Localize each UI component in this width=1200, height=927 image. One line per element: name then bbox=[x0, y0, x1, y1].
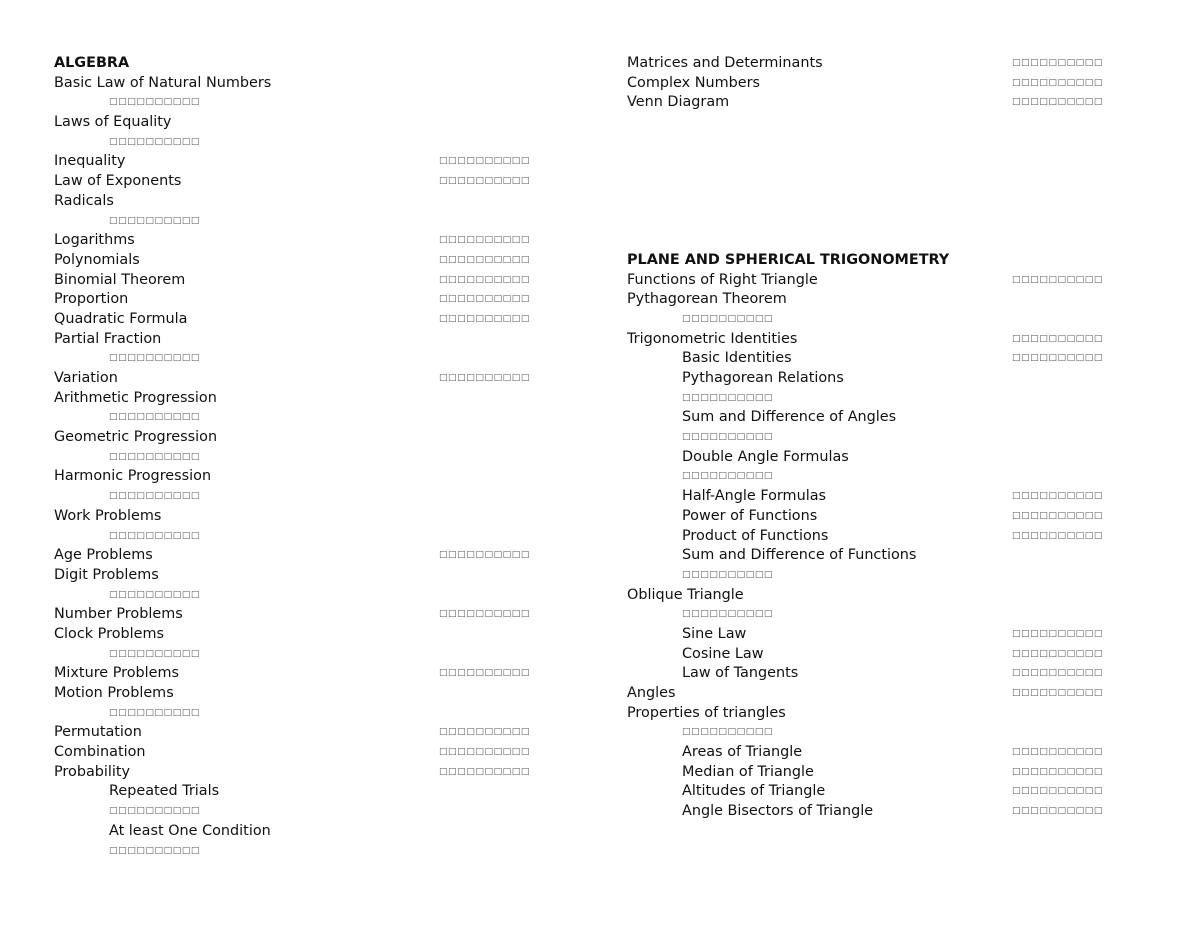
toc-label-proportion: Proportion bbox=[54, 291, 129, 308]
toc-label-logarithms: Logarithms bbox=[54, 232, 135, 249]
page-number-glyphs: □□□□□□□□□□ bbox=[682, 569, 774, 580]
page-number-placeholder bbox=[627, 605, 1103, 625]
toc-label-age-problems: Age Problems bbox=[54, 547, 153, 564]
toc-entry bbox=[627, 546, 1103, 566]
toc-label-mixture-problems: Mixture Problems bbox=[54, 665, 180, 682]
toc-entry bbox=[54, 369, 530, 389]
toc-label-angle-bisectors-of-triangle: Angle Bisectors of Triangle bbox=[682, 803, 874, 820]
toc-label-angles: Angles bbox=[627, 685, 676, 701]
toc-label-product-of-functions: Product of Functions bbox=[682, 527, 829, 544]
page-number-glyphs: □□□□□□□□□□ bbox=[438, 373, 530, 383]
toc-entry bbox=[54, 605, 530, 625]
page-number-placeholder bbox=[54, 704, 530, 724]
page-number-glyphs: □□□□□□□□□□ bbox=[1011, 491, 1103, 502]
toc-entry bbox=[54, 231, 530, 251]
toc-entry bbox=[627, 645, 1103, 665]
toc-label-permutation: Permutation bbox=[54, 724, 142, 741]
toc-label-harmonic-progression: Harmonic Progression bbox=[54, 468, 212, 485]
page-number-placeholder bbox=[627, 389, 1103, 409]
toc-column-right bbox=[627, 54, 1103, 822]
toc-entry bbox=[627, 330, 1103, 350]
toc-entry bbox=[54, 152, 530, 172]
page-number-glyphs: □□□□□□□□□□ bbox=[1011, 353, 1103, 364]
toc-label-sine-law: Sine Law bbox=[682, 625, 747, 642]
toc-entry bbox=[627, 782, 1103, 802]
toc-entry bbox=[627, 93, 1103, 113]
page-number-glyphs: □□□□□□□□□□ bbox=[438, 550, 530, 561]
page-number-glyphs: □□□□□□□□□□ bbox=[1011, 58, 1103, 68]
toc-entry bbox=[627, 625, 1103, 645]
page-number-glyphs: □□□□□□□□□□ bbox=[1011, 97, 1103, 108]
toc-label-repeated-trials: Repeated Trials bbox=[109, 783, 220, 800]
page-number-glyphs: □□□□□□□□□□ bbox=[109, 845, 201, 856]
page-number-glyphs: □□□□□□□□□□ bbox=[438, 668, 530, 679]
toc-label-work-problems: Work Problems bbox=[54, 507, 162, 524]
toc-label-probability: Probability bbox=[54, 763, 131, 780]
toc-label-cosine-law: Cosine Law bbox=[682, 645, 764, 662]
page-number-glyphs: □□□□□□□□□□ bbox=[109, 707, 201, 718]
page-number-placeholder bbox=[54, 645, 530, 665]
toc-label-plane-and-spherical-trigonometry: PLANE AND SPHERICAL TRIGONOMETRY bbox=[627, 251, 950, 268]
page-number-glyphs: □□□□□□□□□□ bbox=[1011, 806, 1103, 817]
toc-entry bbox=[54, 389, 530, 409]
section-heading bbox=[54, 54, 530, 74]
toc-label-motion-problems: Motion Problems bbox=[54, 685, 174, 701]
toc-entry bbox=[54, 782, 530, 802]
toc-label-combination: Combination bbox=[54, 744, 146, 761]
page-number-glyphs: □□□□□□□□□□ bbox=[682, 727, 774, 738]
toc-label-pythagorean-relations: Pythagorean Relations bbox=[682, 370, 844, 386]
page-number-glyphs: □□□□□□□□□□ bbox=[438, 313, 530, 324]
page-number-glyphs: □□□□□□□□□□ bbox=[1011, 766, 1103, 777]
page-number-placeholder bbox=[54, 527, 530, 547]
page-number-glyphs: □□□□□□□□□□ bbox=[682, 609, 774, 620]
toc-entry bbox=[627, 369, 1103, 389]
toc-label-matrices-and-determinants: Matrices and Determinants bbox=[627, 55, 823, 71]
page-number-glyphs: □□□□□□□□□□ bbox=[1011, 274, 1103, 285]
toc-entry bbox=[627, 349, 1103, 369]
page-number-glyphs: □□□□□□□□□□ bbox=[109, 451, 201, 462]
toc-label-complex-numbers: Complex Numbers bbox=[627, 74, 761, 91]
toc-label-clock-problems: Clock Problems bbox=[54, 625, 165, 642]
toc-label-venn-diagram: Venn Diagram bbox=[627, 94, 730, 111]
toc-label-digit-problems: Digit Problems bbox=[54, 566, 159, 583]
spacer bbox=[627, 152, 1103, 172]
toc-entry bbox=[627, 664, 1103, 684]
page-number-glyphs: □□□□□□□□□□ bbox=[438, 254, 530, 265]
toc-entry bbox=[54, 546, 530, 566]
page-number-glyphs: □□□□□□□□□□ bbox=[682, 313, 774, 324]
toc-label-algebra: ALGEBRA bbox=[54, 55, 130, 71]
page-number-glyphs: □□□□□□□□□□ bbox=[109, 806, 201, 817]
page-number-glyphs: □□□□□□□□□□ bbox=[109, 353, 201, 364]
toc-label-double-angle-formulas: Double Angle Formulas bbox=[682, 448, 849, 465]
toc-entry bbox=[54, 467, 530, 487]
page-number-glyphs: □□□□□□□□□□ bbox=[109, 648, 201, 659]
page-number-placeholder bbox=[627, 310, 1103, 330]
toc-label-basic-identities: Basic Identities bbox=[682, 350, 792, 367]
page-number-glyphs: □□□□□□□□□□ bbox=[438, 156, 530, 167]
toc-label-variation: Variation bbox=[54, 370, 118, 386]
toc-entry bbox=[54, 428, 530, 448]
toc-label-inequality: Inequality bbox=[54, 153, 126, 170]
page-number-placeholder bbox=[54, 448, 530, 468]
page-number-placeholder bbox=[54, 349, 530, 369]
toc-entry bbox=[54, 625, 530, 645]
toc-entry bbox=[627, 527, 1103, 547]
page-number-glyphs: □□□□□□□□□□ bbox=[438, 294, 530, 305]
page-number-glyphs: □□□□□□□□□□ bbox=[109, 530, 201, 541]
page-number-glyphs: □□□□□□□□□□ bbox=[1011, 333, 1103, 344]
toc-entry bbox=[627, 507, 1103, 527]
page-number-placeholder bbox=[54, 487, 530, 507]
page-number-glyphs: □□□□□□□□□□ bbox=[1011, 77, 1103, 88]
toc-entry bbox=[627, 586, 1103, 606]
page-number-glyphs: □□□□□□□□□□ bbox=[1011, 530, 1103, 541]
page-number-glyphs: □□□□□□□□□□ bbox=[109, 215, 201, 226]
toc-label-pythagorean-theorem: Pythagorean Theorem bbox=[627, 291, 787, 308]
toc-entry bbox=[54, 251, 530, 271]
toc-entry bbox=[627, 290, 1103, 310]
toc-entry bbox=[54, 763, 530, 783]
spacer bbox=[627, 172, 1103, 192]
page-number-glyphs: □□□□□□□□□□ bbox=[438, 274, 530, 285]
toc-entry bbox=[54, 172, 530, 192]
page-number-glyphs: □□□□□□□□□□ bbox=[438, 235, 530, 246]
page-number-glyphs: □□□□□□□□□□ bbox=[109, 412, 201, 423]
toc-label-sum-and-difference-of-functions: Sum and Difference of Functions bbox=[682, 547, 917, 564]
page-number-glyphs: □□□□□□□□□□ bbox=[438, 609, 530, 620]
toc-label-basic-law-of-natural-numbers: Basic Law of Natural Numbers bbox=[54, 74, 272, 91]
toc-entry bbox=[627, 763, 1103, 783]
toc-label-power-of-functions: Power of Functions bbox=[682, 507, 818, 524]
page-number-glyphs: □□□□□□□□□□ bbox=[1011, 668, 1103, 679]
toc-entry bbox=[54, 192, 530, 212]
toc-label-functions-of-right-triangle: Functions of Right Triangle bbox=[627, 271, 818, 288]
toc-label-areas-of-triangle: Areas of Triangle bbox=[682, 744, 803, 761]
toc-entry bbox=[54, 290, 530, 310]
spacer bbox=[627, 113, 1103, 133]
toc-label-laws-of-equality: Laws of Equality bbox=[54, 114, 172, 131]
toc-label-number-problems: Number Problems bbox=[54, 606, 183, 623]
page-number-glyphs: □□□□□□□□□□ bbox=[438, 727, 530, 738]
page-number-placeholder bbox=[54, 212, 530, 232]
toc-entry bbox=[627, 802, 1103, 822]
toc-entry bbox=[54, 310, 530, 330]
page-number-placeholder bbox=[54, 133, 530, 153]
page-number-placeholder bbox=[627, 467, 1103, 487]
page-number-glyphs: □□□□□□□□□□ bbox=[682, 392, 774, 403]
toc-entry bbox=[627, 54, 1103, 74]
toc-entry bbox=[627, 448, 1103, 468]
page-number-glyphs: □□□□□□□□□□ bbox=[682, 471, 774, 482]
toc-label-at-least-one-condition: At least One Condition bbox=[109, 822, 271, 839]
section-heading bbox=[627, 251, 1103, 271]
toc-entry bbox=[54, 822, 530, 842]
page-number-glyphs: □□□□□□□□□□ bbox=[438, 766, 530, 777]
page-number-placeholder bbox=[627, 428, 1103, 448]
page-number-placeholder bbox=[54, 586, 530, 606]
toc-entry bbox=[54, 723, 530, 743]
page-number-glyphs: □□□□□□□□□□ bbox=[438, 176, 530, 187]
toc-label-half-angle-formulas: Half-Angle Formulas bbox=[682, 488, 827, 505]
page-number-glyphs: □□□□□□□□□□ bbox=[1011, 510, 1103, 521]
toc-entry bbox=[54, 507, 530, 527]
toc-column-left bbox=[54, 54, 530, 861]
page-number-glyphs: □□□□□□□□□□ bbox=[1011, 688, 1103, 698]
page-number-glyphs: □□□□□□□□□□ bbox=[1011, 648, 1103, 659]
toc-label-partial-fraction: Partial Fraction bbox=[54, 330, 162, 347]
toc-label-polynomials: Polynomials bbox=[54, 251, 140, 268]
page-number-glyphs: □□□□□□□□□□ bbox=[682, 432, 774, 443]
toc-entry bbox=[54, 271, 530, 291]
page-number-glyphs: □□□□□□□□□□ bbox=[1011, 747, 1103, 758]
toc-entry bbox=[627, 408, 1103, 428]
page-number-placeholder bbox=[54, 842, 530, 862]
toc-label-geometric-progression: Geometric Progression bbox=[54, 429, 218, 446]
toc-label-arithmetic-progression: Arithmetic Progression bbox=[54, 389, 217, 406]
toc-label-law-of-tangents: Law of Tangents bbox=[682, 665, 799, 682]
toc-entry bbox=[54, 684, 530, 704]
toc-label-trigonometric-identities: Trigonometric Identities bbox=[627, 330, 798, 347]
toc-entry bbox=[627, 684, 1103, 704]
toc-label-law-of-exponents: Law of Exponents bbox=[54, 173, 182, 190]
toc-label-properties-of-triangles: Properties of triangles bbox=[627, 704, 786, 721]
toc-label-binomial-theorem: Binomial Theorem bbox=[54, 271, 186, 288]
page-number-glyphs: □□□□□□□□□□ bbox=[109, 589, 201, 600]
toc-entry bbox=[54, 566, 530, 586]
page-number-placeholder bbox=[627, 566, 1103, 586]
toc-label-sum-and-difference-of-angles: Sum and Difference of Angles bbox=[682, 409, 897, 426]
spacer bbox=[627, 133, 1103, 153]
page-number-glyphs: □□□□□□□□□□ bbox=[109, 491, 201, 502]
toc-entry bbox=[627, 271, 1103, 291]
toc-label-radicals: Radicals bbox=[54, 192, 114, 209]
page-number-glyphs: □□□□□□□□□□ bbox=[438, 747, 530, 758]
toc-entry bbox=[627, 704, 1103, 724]
page-number-glyphs: □□□□□□□□□□ bbox=[109, 136, 201, 147]
toc-entry bbox=[627, 487, 1103, 507]
page-number-placeholder bbox=[54, 408, 530, 428]
toc-label-median-of-triangle: Median of Triangle bbox=[682, 763, 814, 780]
toc-entry bbox=[54, 113, 530, 133]
toc-entry bbox=[54, 743, 530, 763]
spacer bbox=[627, 212, 1103, 232]
toc-label-oblique-triangle: Oblique Triangle bbox=[627, 586, 744, 603]
page-number-placeholder bbox=[54, 802, 530, 822]
toc-label-quadratic-formula: Quadratic Formula bbox=[54, 310, 188, 327]
spacer bbox=[627, 192, 1103, 212]
toc-entry bbox=[54, 664, 530, 684]
spacer bbox=[627, 231, 1103, 251]
page-number-glyphs: □□□□□□□□□□ bbox=[1011, 786, 1103, 797]
toc-label-altitudes-of-triangle: Altitudes of Triangle bbox=[682, 783, 826, 800]
toc-entry bbox=[54, 74, 530, 94]
page-number-placeholder bbox=[54, 93, 530, 113]
page-number-placeholder bbox=[627, 723, 1103, 743]
toc-entry bbox=[627, 74, 1103, 94]
toc-entry bbox=[627, 743, 1103, 763]
page-number-glyphs: □□□□□□□□□□ bbox=[109, 97, 201, 108]
toc-entry bbox=[54, 330, 530, 350]
page-number-glyphs: □□□□□□□□□□ bbox=[1011, 628, 1103, 639]
